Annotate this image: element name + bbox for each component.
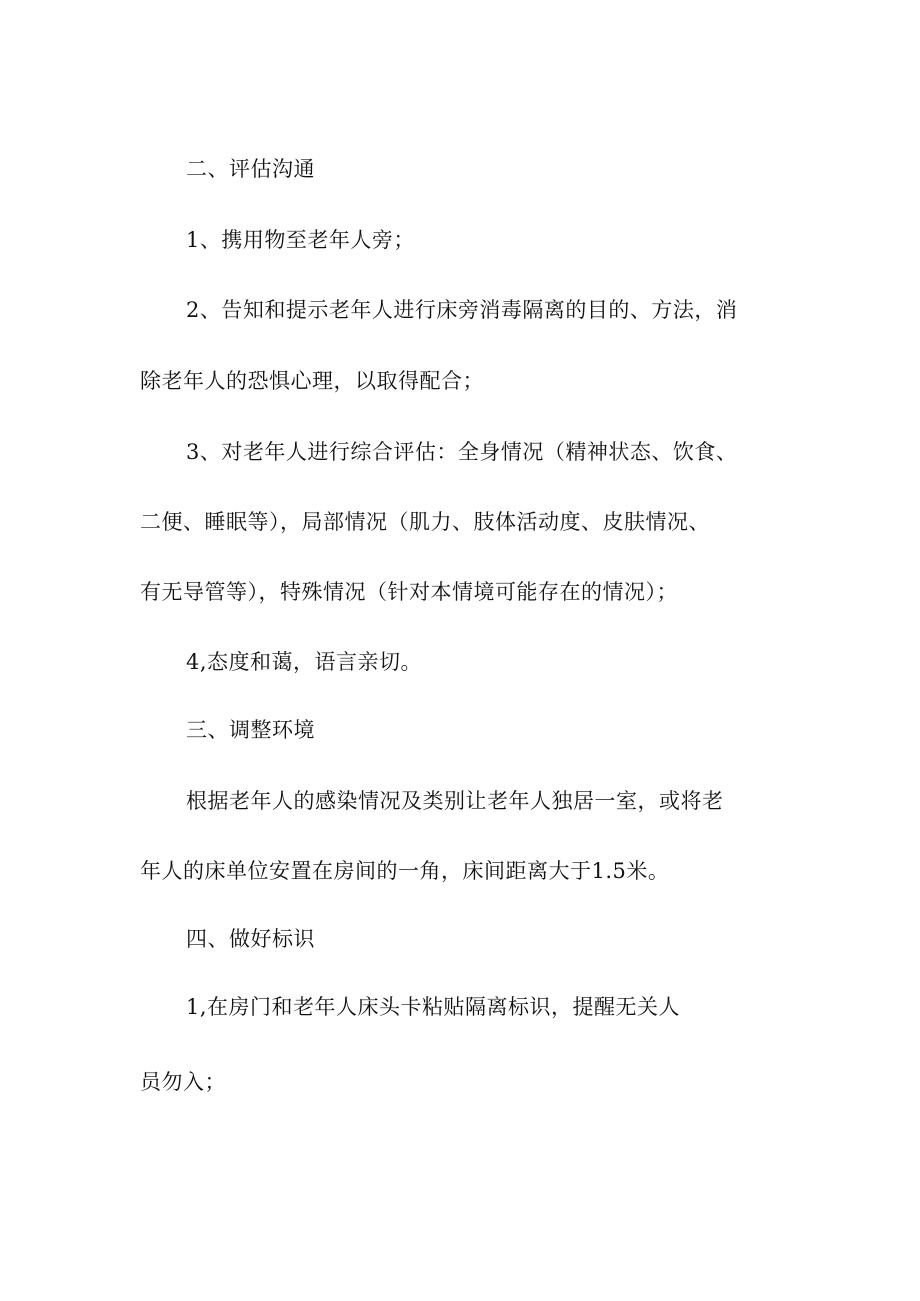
paragraph-line: 除老年人的恐惧心理，以取得配合； [140, 369, 484, 393]
section-heading-assessment: 二、评估沟通 [186, 157, 315, 181]
paragraph-line: 二便、睡眠等），局部情况（肌力、肢体活动度、皮肤情况、 [140, 510, 710, 534]
paragraph-line: 有无导管等），特殊情况（针对本情境可能存在的情况）； [140, 580, 678, 604]
paragraph-line: 员勿入； [140, 1070, 226, 1094]
section-heading-signage: 四、做好标识 [186, 927, 315, 951]
paragraph-line: 3、对老年人进行综合评估：全身情况（精神状态、饮食、 [186, 440, 738, 464]
paragraph-line: 年人的床单位安置在房间的一角，床间距离大于1.5米。 [140, 859, 670, 883]
paragraph-line: 根据老年人的感染情况及类别让老年人独居一室，或将老 [186, 789, 724, 813]
section-heading-environment: 三、调整环境 [186, 718, 315, 742]
paragraph-line: 4,态度和蔼，语言亲切。 [186, 650, 423, 674]
paragraph-line: 1、携用物至老年人旁； [186, 228, 415, 252]
paragraph-line: 1,在房门和老年人床头卡粘贴隔离标识，提醒无关人 [186, 995, 681, 1019]
paragraph-line: 2、告知和提示老年人进行床旁消毒隔离的目的、方法，消 [186, 298, 738, 322]
